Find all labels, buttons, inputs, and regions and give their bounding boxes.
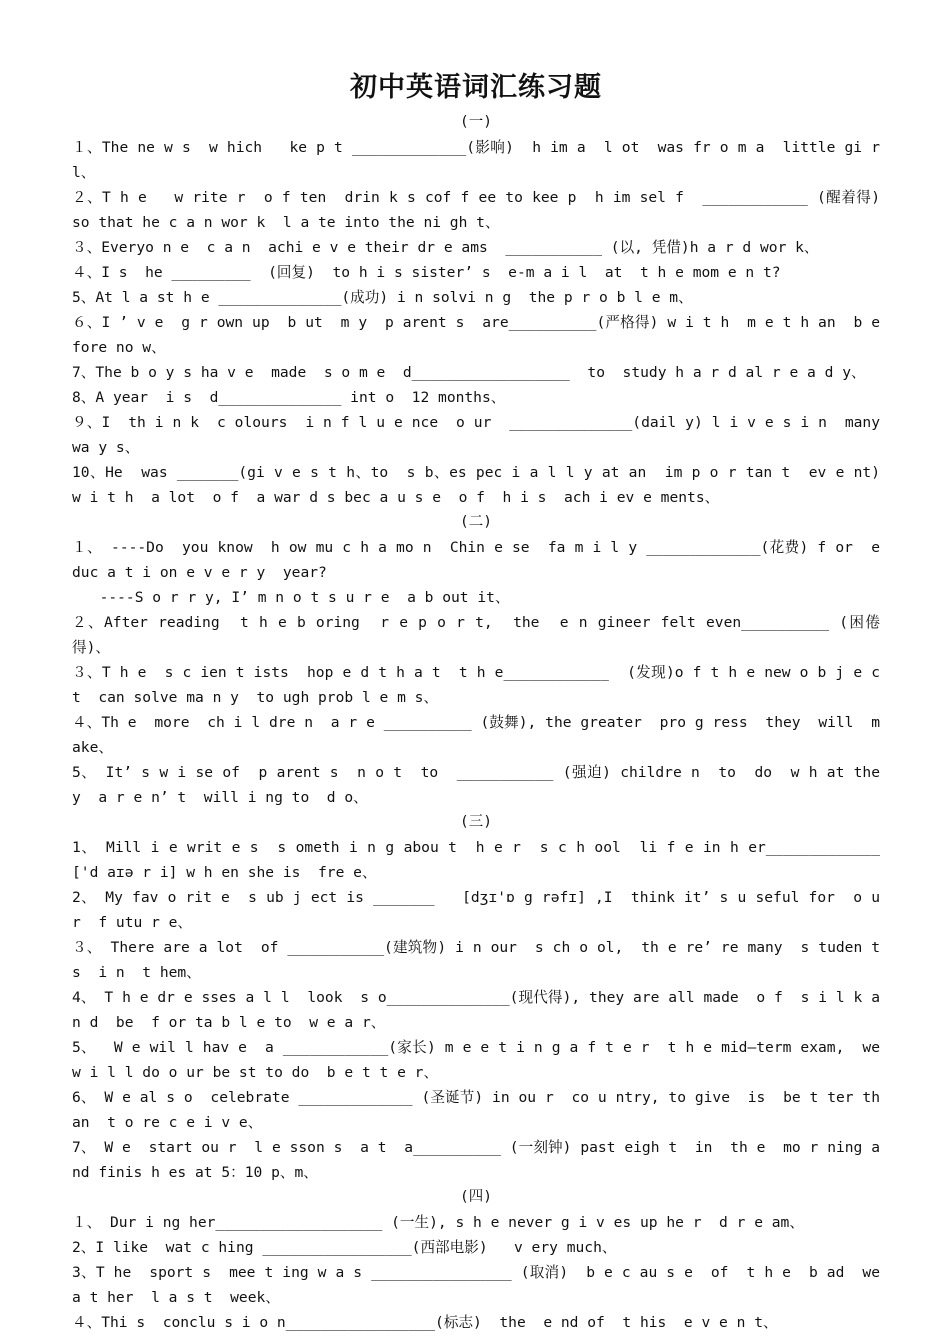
question-item: 2、 My fav o rit e s ub j ect is _______ [dʒɪ'ɒ g rəfɪ] ,I think it’ s u seful for o u r f utu r e、 [72, 889, 889, 931]
question-item: ----S o r r y, I’ m n o t s u r e a b out it、 [82, 589, 510, 606]
question-item: １、 Dur i ng her___________________ (一生), s h e never g i v es up he r d r e am、 [72, 1214, 804, 1231]
question-item: ３、T h e s c ien t ists hop e d t h a t t h e____________ (发现)o f t h e new o b j e c t can solve ma n y to ugh prob l e m s、 [72, 664, 889, 706]
question-item: ４、Thi s conclu s i o n_________________(标志) the e nd of t his e v e n t、 [72, 1314, 778, 1331]
section-2 [72, 510, 889, 810]
question-item: 3、T he sport s mee t ing w a s ________________ (取消) b e c au s e of t h e b ad wea t her l a s t week、 [72, 1264, 880, 1306]
question-item: 5、 It’ s w i se of p arent s n o t to ___________ (强迫) childre n to do w h at the y a r e n’ t will i ng to d o、 [72, 764, 889, 806]
question-item: 10、He was _______(gi v e s t h、to s b、es pec i a l l y at an im p o r tan t ev e nt) w i t h a lot o f a war d s bec a u s e o f h i s ach i ev e ments、 [72, 464, 898, 506]
section-3 [72, 810, 889, 1185]
question-item: ２、T h e w rite r o f ten drin k s cof f ee to kee p h im sel f ____________ (醒着得) so that he c a n wor k l a te into the ni gh t、 [72, 189, 898, 231]
page-title: 初中英语词汇练习题 [350, 72, 602, 103]
question-item: 5、 W e wil l hav e a ____________(家长) m e e t i n g a f t e r t h e mid—term exam, we w i l l do o ur be st to do b e t t e r、 [72, 1039, 889, 1081]
question-item: ３、 There are a lot of ___________(建筑物) i n our s ch o ol, th e re’ re many s tuden t s i n t hem、 [72, 939, 889, 981]
question-item: ４、Th e more ch i l dre n a r e __________ (鼓舞), the greater pro g ress they will m ake、 [72, 714, 889, 756]
question-item: 2、I like wat c hing _________________(西部电影) v ery much、 [72, 1239, 617, 1256]
question-item: １、The ne w s w hich ke p t _____________(影响) h im a l ot was fr o m a little gi r l、 [72, 139, 889, 181]
section-1 [72, 110, 898, 510]
question-item: 6、 W e al s o celebrate _____________ (圣诞节) in ou r co u ntry, to give is be t ter than t o re c e i v e、 [72, 1089, 880, 1131]
worksheet-page [72, 66, 898, 1335]
question-item: 7、The b o y s ha v e made s o m e d__________________ to study h a r d al r e a d y、 [72, 364, 866, 381]
question-item: ３、Everyo n e c a n achi e v e their dr e ams ___________ (以, 凭借)h a r d wor k、 [72, 239, 819, 256]
question-item: ９、I th i n k c olours i n f l u e nce o ur ______________(dail y) l i v e s i n many wa y s、 [72, 414, 898, 456]
section-4 [72, 1185, 880, 1335]
question-item: ４、I s he _________ (回复) to h i s sister’ s e-m a i l at t h e mom e n t? [72, 264, 781, 281]
question-item: 8、A year i s d______________ int o 12 months、 [72, 389, 506, 406]
question-item: ６、I ’ v e g r own up b ut m y p arent s are__________(严格得) w i t h m e t h an b efore no w、 [72, 314, 880, 356]
section-heading: (一) [460, 114, 492, 130]
question-item: 4、 T h e dr e sses a l l look s o______________(现代得), they are all made o f s i l k an d be f or ta b l e to w e a r、 [72, 989, 880, 1031]
question-item: 1、 Mill i e writ e s s ometh i n g abou t h e r s c h ool li f e in h er_____________['d aɪə r i] w h en she is fre e、 [72, 839, 880, 881]
section-heading: (三) [460, 814, 492, 830]
question-item: 7、 W e start ou r l e sson s a t a__________ (一刻钟) past eigh t in th e mo r ning and finis h es at 5：10 p、m、 [72, 1139, 880, 1181]
section-heading: (四) [460, 1189, 492, 1205]
question-item: １、 ----Do you know h ow mu c h a mo n Chin e se fa m i l y _____________(花费) f or e duc a t i on e v e r y year? [72, 539, 889, 581]
question-item: ２、After reading t h e b oring r e p o r t, the e n gineer felt even__________ (困倦得)、 [72, 614, 880, 656]
question-item: 5、At l a st h e ______________(成功) i n solvi n g the p r o b l e m、 [72, 289, 693, 306]
section-heading: (二) [460, 514, 492, 530]
